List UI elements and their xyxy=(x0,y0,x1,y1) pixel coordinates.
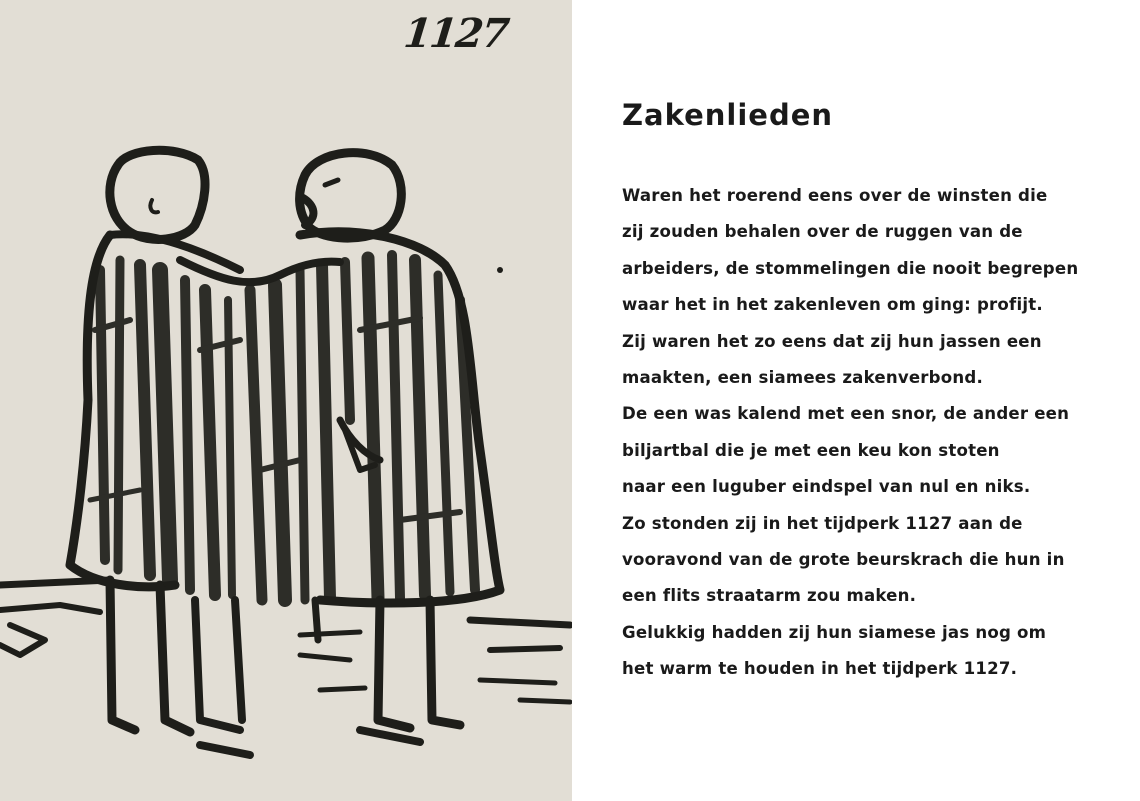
poem-line: Waren het roerend eens over de winsten die xyxy=(622,186,1048,205)
poem-panel xyxy=(572,0,1140,801)
poem-line: zij zouden behalen over de ruggen van de xyxy=(622,222,1023,242)
sketch-number-1127: 1127 xyxy=(401,10,510,57)
poem-line: Zij waren het zo eens dat zij hun jassen een xyxy=(622,331,1042,351)
poem-line: een flits straatarm zou maken. xyxy=(622,586,917,606)
poem-title: Zakenlieden xyxy=(622,98,834,132)
poem-line: vooravond van de grote beurskrach die hun in xyxy=(622,549,1065,569)
poem-body xyxy=(622,178,1122,687)
poem-line: Zo stonden zij in het tijdperk 1127 aan de xyxy=(622,513,1023,533)
poem-line: waar het in het zakenleven om ging: profijt. xyxy=(622,295,1043,315)
poem-line: maakten, een siamees zakenverbond. xyxy=(622,367,983,387)
poem-line: naar een luguber eindspel van nul en niks. xyxy=(622,477,1031,497)
poem-line: arbeiders, de stommelingen die nooit begrepen xyxy=(622,258,1079,278)
poem-line: biljartbal die je met een keu kon stoten xyxy=(622,440,1000,460)
poem-line: het warm te houden in het tijdperk 1127. xyxy=(622,659,1018,679)
poem-line: De een was kalend met een snor, de ander een xyxy=(622,404,1070,424)
poem-line: Gelukkig hadden zij hun siamese jas nog om xyxy=(622,622,1047,642)
